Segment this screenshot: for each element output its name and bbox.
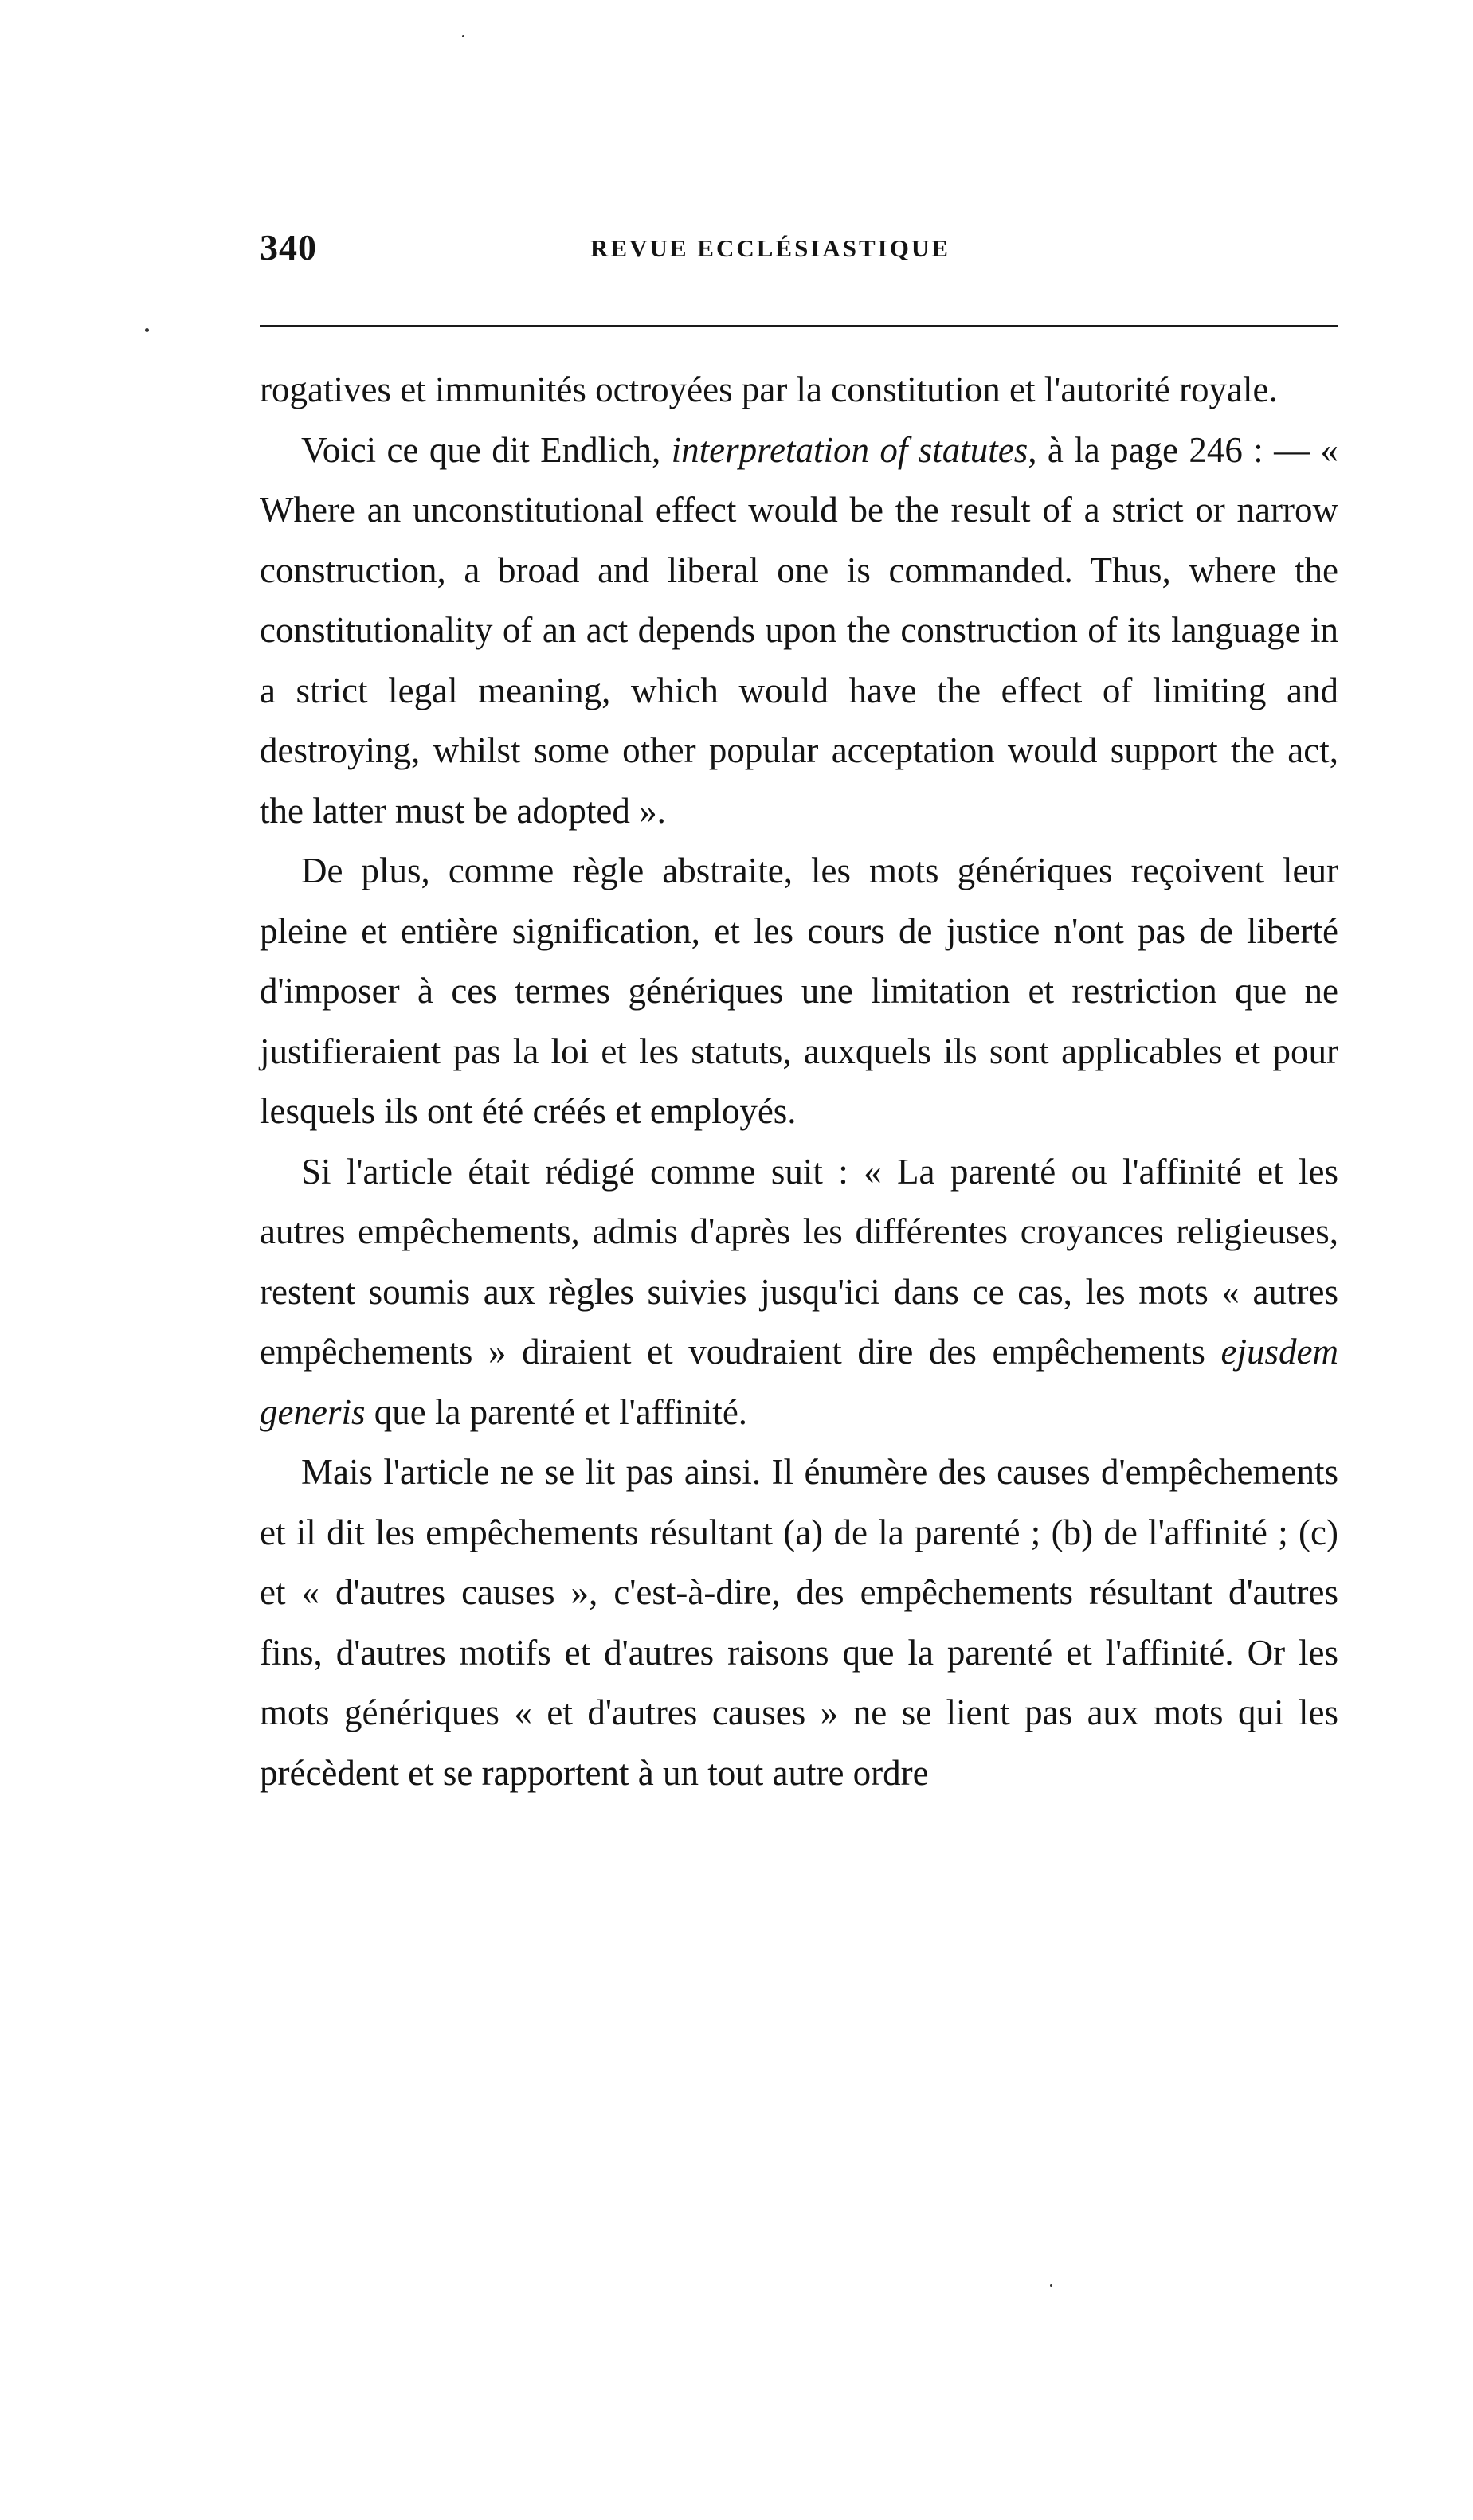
cited-work-title: interpretation of statutes bbox=[671, 429, 1028, 470]
ink-speck bbox=[1050, 2284, 1052, 2287]
running-head bbox=[260, 226, 1338, 274]
journal-title: REVUE ECCLÉSIASTIQUE bbox=[590, 234, 950, 262]
paragraph-1: rogatives et immunités octroyées par la constitution et l'autorité royale. bbox=[260, 370, 1278, 409]
paragraph-2-text: Voici ce que dit Endlich, bbox=[301, 429, 672, 470]
paragraph-2 bbox=[260, 421, 1338, 842]
ink-speck bbox=[462, 35, 464, 37]
ink-speck bbox=[145, 328, 149, 332]
article-body bbox=[260, 360, 1338, 1803]
paragraph-3: De plus, comme règle abstraite, les mots génériques reçoivent leur pleine et entière signification, et les cours de justice n'ont pas de liberté d'imposer à ces termes génériques une limitation et restriction que ne justifieraient pas la loi et les statuts, auxquels ils sont applicables et pour lesquels ils ont été créés et employés. bbox=[260, 851, 1338, 1131]
paragraph-4 bbox=[260, 1142, 1338, 1443]
paragraph-4-end: que la parenté et l'affinité. bbox=[365, 1391, 748, 1432]
paragraph-4-text: Si l'article était rédigé comme suit : « La parenté ou l'affinité et les autres empêchements, admis d'après les différentes croyances religieuses, restent soumis aux règles suivies jusqu'ici dans ce cas, les mots « autres empêchements » diraient et voudraient dire des empêchements bbox=[260, 1151, 1338, 1372]
paragraph-2-quote: , à la page 246 : — « Where an unconstitutional effect would be the result of a strict or narrow construction, a broad and liberal one is commanded. Thus, where the constitutionality of an act depends upon the construction of its language in a strict legal meaning, which would have the effect of limiting and destroying, whilst some other popular acceptation would support the act, the latter must be adopted ». bbox=[260, 429, 1338, 831]
header-rule bbox=[260, 325, 1338, 327]
paragraph-5: Mais l'article ne se lit pas ainsi. Il énumère des causes d'empêchements et il dit les empêchements résultant (a) de la parenté ; (b) de l'affinité ; (c) et « d'autres causes », c'est-à-dire, des empêchements résultant d'autres fins, d'autres motifs et d'autres raisons que la parenté et l'affinité. Or les mots génériques « et d'autres causes » ne se lient pas aux mots qui les précèdent et se rapportent à un tout autre ordre bbox=[260, 1452, 1338, 1793]
latin-phrase: ejusdem generis bbox=[260, 1332, 1338, 1432]
page-number: 340 bbox=[260, 227, 317, 268]
